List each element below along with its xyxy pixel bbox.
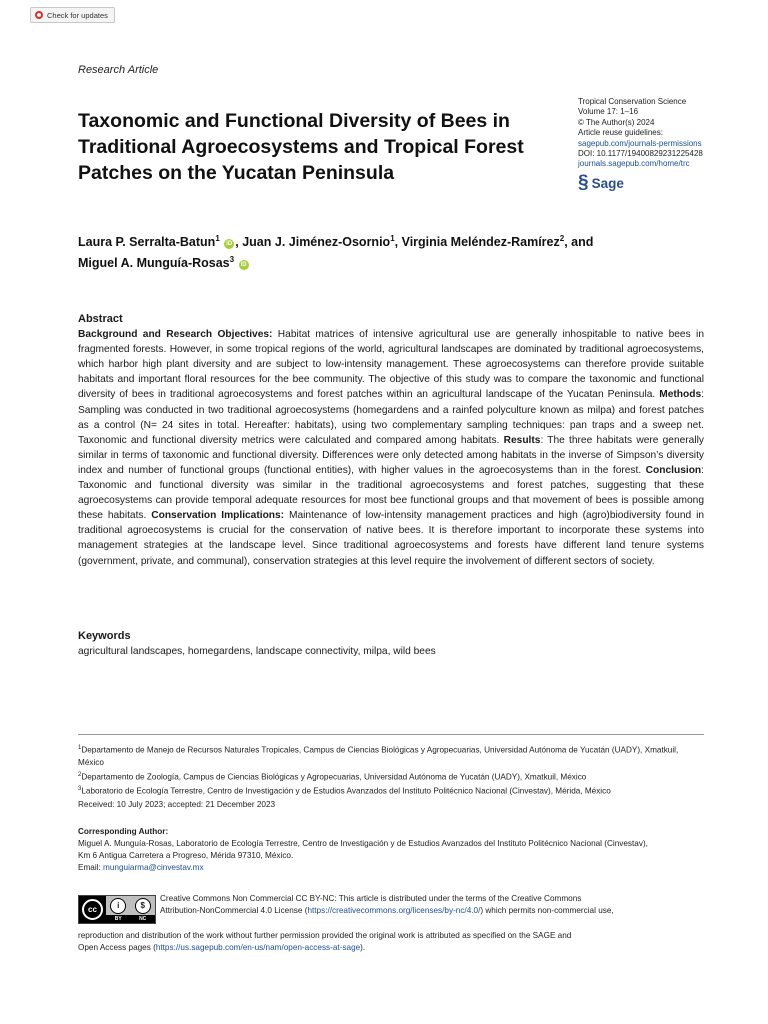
orcid-icon[interactable]: iD [240, 262, 247, 269]
email-label: Email: [78, 863, 101, 872]
sage-s-icon: § [578, 172, 589, 193]
journal-volume: Volume 17: 1–16 [578, 107, 639, 117]
email-link[interactable]: munguiarma@cinvestav.mx [103, 863, 204, 872]
corresponding-email-line [78, 862, 704, 874]
reuse-link[interactable]: sagepub.com/journals-permissions [578, 138, 702, 148]
affiliation-sup: 1 [78, 745, 82, 751]
license-text [160, 893, 704, 917]
abstract-results-text: : The three habitats were generally similar in terms of taxonomic and functional diversity. Differences were only detected among habitats in the inverse of Simpson’s diversity index and number of functional groups (functional entities), with higher values in the agroecosystems than in the forest. [78, 434, 704, 476]
cc-by-nc-badge[interactable] [78, 895, 156, 924]
corresponding-line2: Km 6 Antigua Carretera a Progreso, Mérida 97310, México. [78, 851, 294, 860]
license-line1: Creative Commons Non Commercial CC BY-NC: This article is distributed under the terms of the Creative Commons [160, 894, 582, 903]
affiliation-item [78, 783, 704, 798]
journal-info [578, 97, 738, 170]
abstract [78, 312, 704, 569]
doi: DOI: 10.1177/19400829231225428 [578, 149, 703, 159]
noncommercial-icon: $ [135, 898, 151, 914]
sage-wordmark: Sage [591, 175, 624, 191]
check-for-updates-badge[interactable] [30, 7, 115, 23]
abstract-bg-text: Habitat matrices of intensive agricultural use are generally inhospitable to native bees in fragmented forests. However, in some tropical regions of the world, agricultural landscapes are dominated by traditional agroecosystems, which harbor high plant diversity and are subject to low-intensity management. These agroecosystems can therefore provide suitable habitats and important floral resources for the bee community. The objective of this study was to compare the taxonomic and functional diversity of bees in traditional agroecosystems and forest patches within an agricultural landscape of the Yucatan Peninsula. [78, 329, 704, 401]
corresponding-heading: Corresponding Author: [78, 827, 169, 836]
orcid-icon[interactable]: iD [226, 241, 233, 248]
license-line4 [78, 942, 704, 954]
reuse-label: Article reuse guidelines: [578, 128, 663, 138]
keywords-text: agricultural landscapes, homegardens, landscape connectivity, milpa, wild bees [78, 646, 436, 657]
keywords [78, 629, 704, 659]
sage-logo [578, 174, 624, 192]
journal-copyright: © The Author(s) 2024 [578, 117, 655, 127]
journal-name: Tropical Conservation Science [578, 97, 687, 106]
cc-icon-text: cc [82, 899, 103, 920]
update-icon [35, 11, 43, 19]
author-affiliation-sup: 2 [559, 234, 565, 243]
abstract-heading: Abstract [78, 313, 123, 325]
affiliation-text: Departamento de Manejo de Recursos Naturales Tropicales, Campus de Ciencias Biológicas y Agropecuarias, Universidad Autónoma de Yucatán (UADY), Xmatkuil, México [78, 745, 679, 767]
affiliations [78, 742, 704, 798]
abstract-conclusion-text: : Taxonomic and functional diversity was similar in the traditional agroecosystems and forest patches, suggesting that these agroecosystems can provide temporal adequate resources for most bee functional groups and that movement of bees is possible among these habitats. [78, 464, 704, 522]
author-name[interactable]: Virginia Meléndez-Ramírez [401, 235, 560, 250]
affiliation-item [78, 769, 704, 784]
abstract-implications-text: Maintenance of low-intensity management practices and high (agro)biodiversity found in traditional agroecosystems is crucial for the conservation of native bees. It is therefore important to incorporate these systems into management strategies at the landscape level. Since traditional agroecosystems and forests have different land tenure systems (government, private, and communal), conservation strategies at this level require the involvement of different sectors of society. [78, 510, 705, 567]
cc-badge-parts [106, 896, 155, 923]
author-affiliation-sup: 1 [215, 234, 220, 243]
affiliation-item [78, 742, 704, 769]
cc-badge-icons [106, 896, 155, 915]
cc-icon [79, 896, 106, 923]
author-list: Laura P. Serralta-Batun$^1$ iD , Juan J. Jiménez-Osornio$^1$, Virginia Meléndez-Ramírez$^2$, and Miguel A. Munguía-Rosas$^3$ iD [78, 234, 594, 271]
received-dates: Received: 10 July 2023; accepted: 21 December 2023 [78, 800, 276, 809]
affiliation-sup: 2 [78, 771, 82, 778]
footnote-divider [78, 734, 704, 735]
abstract-results-label: Results [503, 434, 541, 446]
abstract-implications-label: Conservation Implications: [151, 510, 285, 522]
license-link[interactable]: https://creativecommons.org/licenses/by-nc/4.0/ [307, 906, 481, 916]
author-affiliation-sup: 1 [390, 234, 395, 243]
license-line3: reproduction and distribution of the work without further permission provided the original work is attributed as specified on the SAGE and [78, 931, 572, 940]
affiliation-text: Laboratorio de Ecología Terrestre, Centro de Investigación y de Estudios Avanzados del Instituto Politécnico Nacional (Cinvestav), Mérida, México [81, 787, 611, 797]
nc-label: NC [139, 916, 147, 922]
article-title: Taxonomic and Functional Diversity of Bees in Traditional Agroecosystems and Tropical Forest Patches on the Yucatan Peninsula [78, 110, 524, 184]
license-line4b: ). [360, 943, 366, 953]
author-name[interactable]: Juan J. Jiménez-Osornio [242, 235, 391, 250]
affiliation-text: Departamento de Zoología, Campus de Ciencias Biológicas y Agropecuarias, Universidad Autónoma de Yucatán (UADY), Xmatkuil, México [81, 772, 587, 782]
corresponding-author [78, 826, 704, 874]
corresponding-line1: Miguel A. Munguía-Rosas, Laboratorio de Ecología Terrestre, Centro de Investigación y de Estudios Avanzados del Instituto Politécnico Nacional (Cinvestav), [78, 839, 648, 848]
author-affiliation-sup: 3 [229, 255, 235, 265]
abstract-bg-label: Background and Research Objectives: [78, 329, 273, 341]
author-name[interactable]: Miguel A. Munguía-Rosas [78, 256, 230, 271]
license-line4a: Open Access pages ( [78, 943, 156, 953]
check-for-updates-label: Check for updates [47, 10, 108, 20]
abstract-conclusion-label: Conclusion [645, 464, 702, 476]
open-access-link[interactable]: https://us.sagepub.com/en-us/nam/open-access-at-sage [155, 943, 361, 953]
article-type: Research Article [78, 64, 159, 76]
license-line2a: Attribution-NonCommercial 4.0 License ( [160, 906, 308, 916]
abstract-methods-label: Methods [659, 389, 702, 401]
journal-link[interactable]: journals.sagepub.com/home/trc [578, 159, 690, 169]
attribution-icon: i [110, 898, 126, 914]
keywords-heading: Keywords [78, 630, 131, 642]
license-line2 [160, 905, 704, 917]
author-name[interactable]: Laura P. Serralta-Batun [78, 235, 216, 250]
by-label: BY [114, 916, 122, 922]
abstract-methods-text: : Sampling was conducted in two traditional agroecosystems (homegardens and a rainfed polyculture known as milpa) and forest patches as a control (N= 24 sites in total. Hereafter: habitats), using two complementary sampling techniques: pan traps and a sweep net. Taxonomic and functional diversity metrics were calculated and compared among habitats. [78, 389, 704, 446]
author-and: and [571, 235, 594, 250]
affiliation-sup: 3 [78, 786, 82, 793]
cc-badge-labels [106, 915, 155, 923]
license-line2b: ) which permits non-commercial use, [480, 906, 614, 916]
license-text-continued [78, 930, 704, 954]
